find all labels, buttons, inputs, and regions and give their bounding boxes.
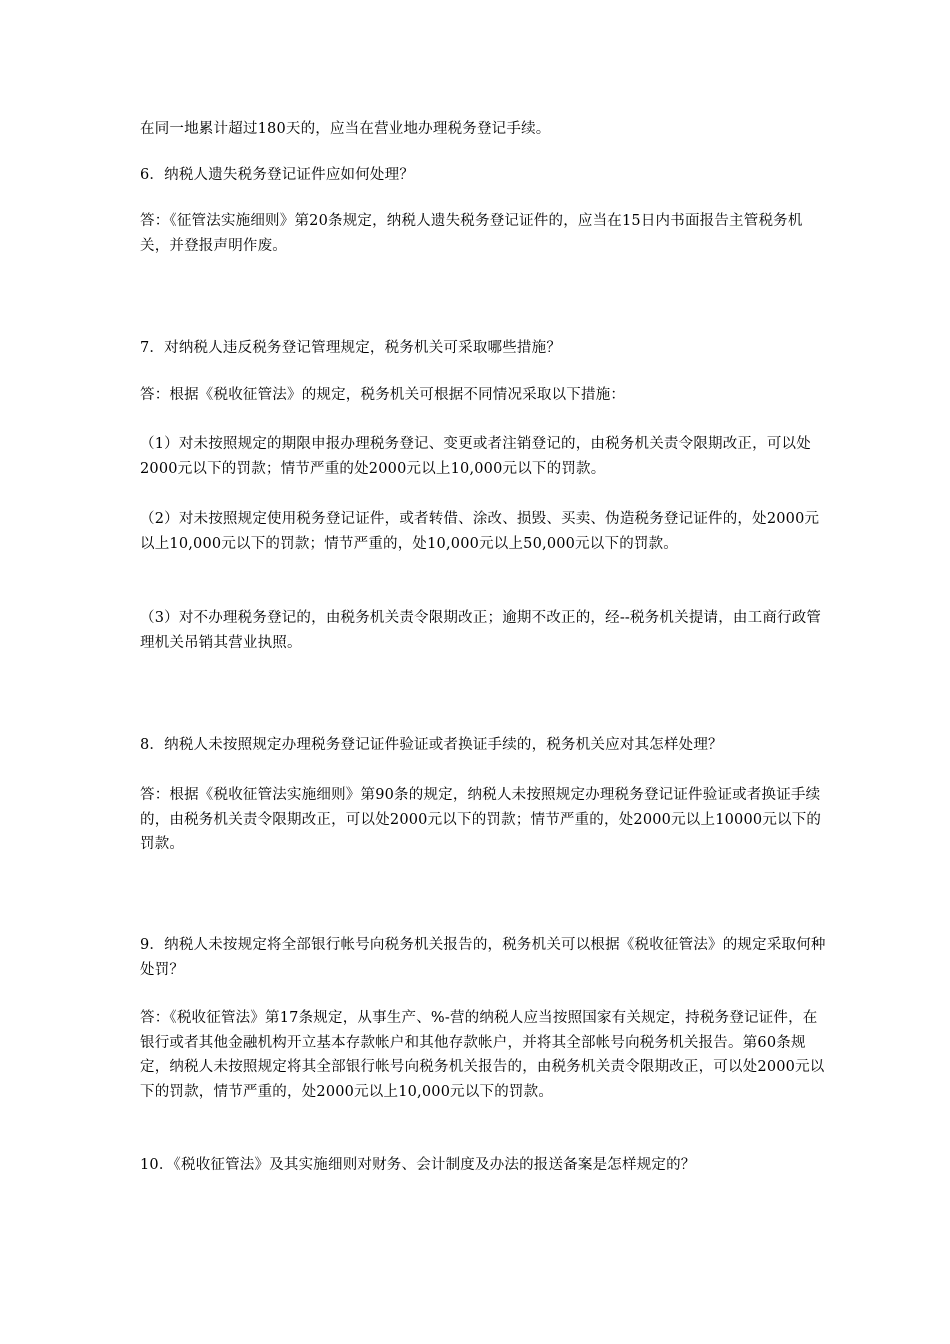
answer-8: 答：根据《税收征管法实施细则》第90条的规定，纳税人未按照规定办理税务登记证件验证或者换证手续的，由税务机关责令限期改正，可以处2000元以下的罚款；情节严重的，处2000元以上10000元以下的罚款。 <box>140 787 822 852</box>
answer-7-intro: 答：根据《税收征管法》的规定，税务机关可根据不同情况采取以下措施： <box>140 387 626 403</box>
question-8: 8．纳税人未按照规定办理税务登记证件验证或者换证手续的，税务机关应对其怎样处理？ <box>140 737 723 753</box>
answer-7-item-1: （1）对未按照规定的期限申报办理税务登记、变更或者注销登记的，由税务机关责令限期改正，可以处2000元以下的罚款；情节严重的处2000元以上10,000元以下的罚款。 <box>140 436 811 477</box>
question-6: 6．纳税人遗失税务登记证件应如何处理？ <box>140 167 415 183</box>
question-9: 9．纳税人未按规定将全部银行帐号向税务机关报告的，税务机关可以根据《税收征管法》的规定采取何种处罚？ <box>140 937 826 978</box>
answer-9: 答：《税收征管法》第17条规定，从事生产、%-营的纳税人应当按照国家有关规定，持税务登记证件，在银行或者其他金融机构开立基本存款帐户和其他存款帐户，并将其全部帐号向税务机关报告。第60条规定，纳税人未按照规定将其全部银行帐号向税务机关报告的，由税务机关责令限期改正，可以处2000元以下的罚款，情节严重的，处2000元以上10,000元以下的罚款。 <box>140 1010 825 1100</box>
question-10: 10．《税收征管法》及其实施细则对财务、会计制度及办法的报送备案是怎样规定的？ <box>140 1157 696 1173</box>
answer-7-item-3: （3）对不办理税务登记的，由税务机关责令限期改正；逾期不改正的，经--税务机关提请，由工商行政管理机关吊销其营业执照。 <box>140 610 822 651</box>
question-7: 7．对纳税人违反税务登记管理规定，税务机关可采取哪些措施？ <box>140 340 562 356</box>
paragraph-continuation: 在同一地累计超过180天的，应当在营业地办理税务登记手续。 <box>140 121 551 137</box>
answer-6: 答：《征管法实施细则》第20条规定，纳税人遗失税务登记证件的，应当在15日内书面报告主管税务机关，并登报声明作废。 <box>140 213 803 254</box>
answer-7-item-2: （2）对未按照规定使用税务登记证件，或者转借、涂改、损毁、买卖、伪造税务登记证件的，处2000元以上10,000元以下的罚款；情节严重的，处10,000元以上50,000元以下的罚款。 <box>140 511 820 552</box>
